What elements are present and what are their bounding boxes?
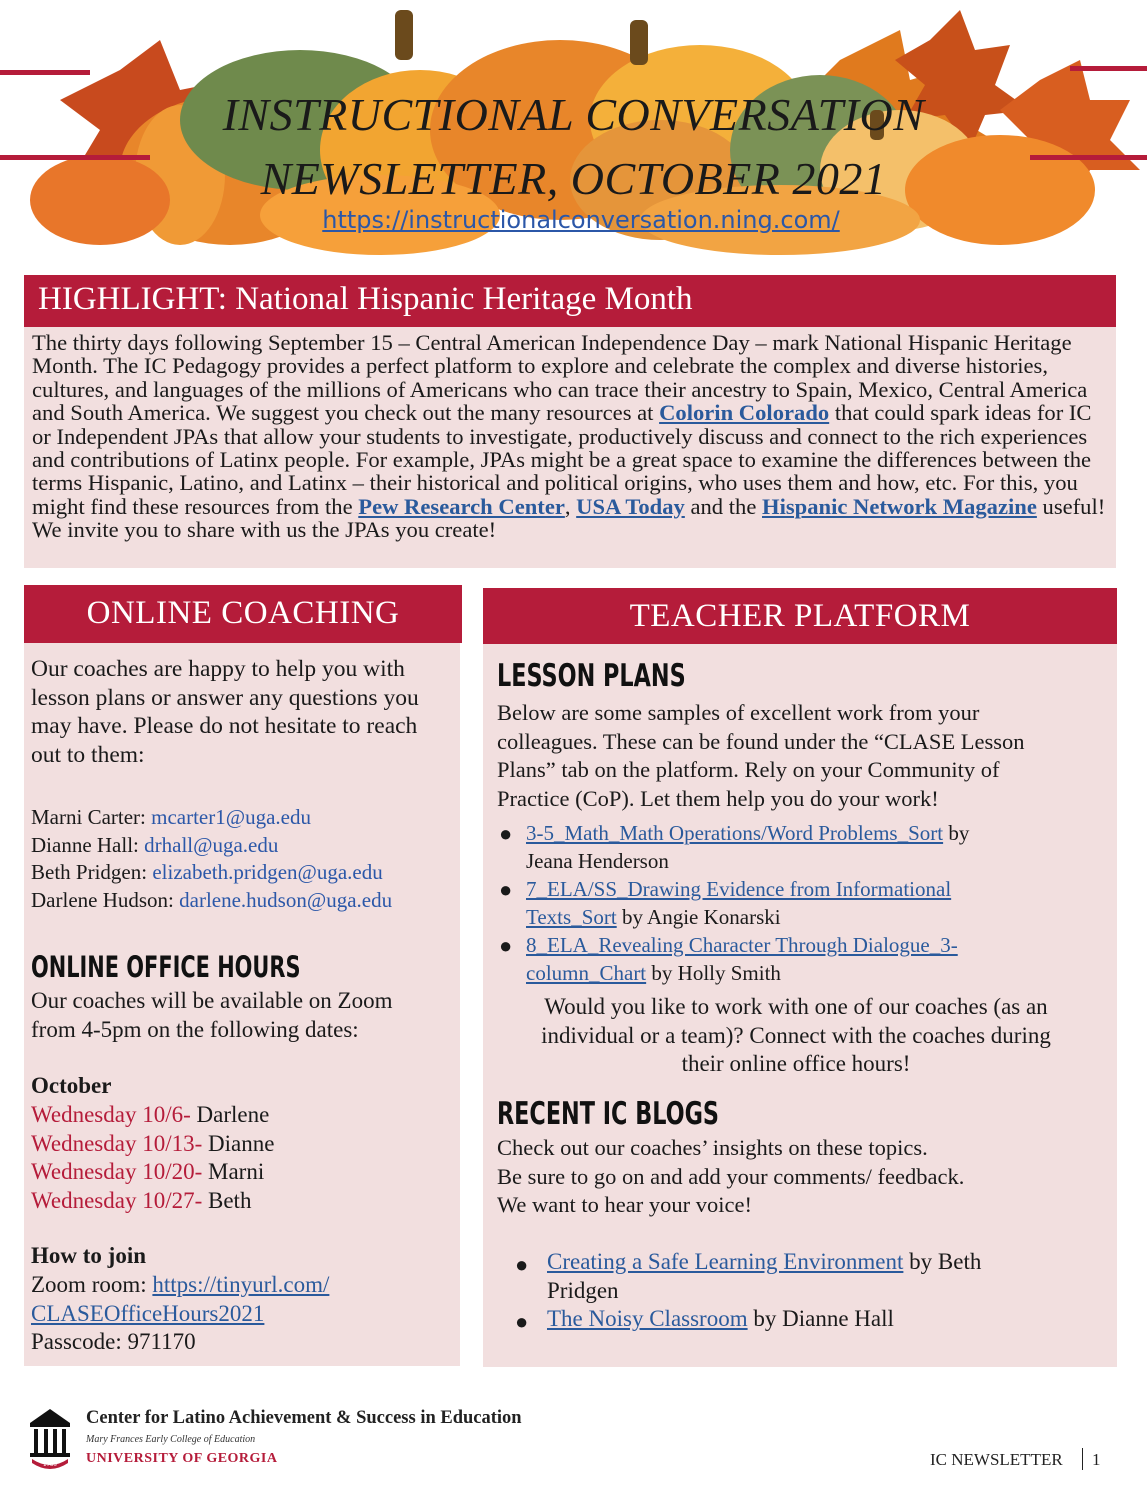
coaching-intro-line: may have. Please do not hesitate to reach: [31, 713, 418, 739]
pew-research-link[interactable]: Pew Research Center: [358, 493, 565, 519]
hispanic-network-link[interactable]: Hispanic Network Magazine: [762, 493, 1037, 519]
coach: Darlene: [190, 1102, 270, 1127]
highlight-text-part2: that could spark ideas for IC or Independent JPAs that allow your students to investigate, productively discuss and connect to the rich experiences and contributions of Latinx people. For example, JPAs might be a great space to examine the differences between the terms Hispanic, Latino, and Latinx – their historical and political origins, who uses them and how, etc. For this, you might find these resources from the: [32, 400, 1092, 519]
highlight-paragraph: [32, 331, 1110, 542]
how-to-join-heading: How to join: [31, 1243, 146, 1268]
footer-university: UNIVERSITY OF GEORGIA: [86, 1451, 278, 1466]
lesson-line: Plans” tab on the platform. Rely on your Community of: [497, 757, 1000, 782]
coach-name: Beth Pridgen:: [31, 860, 153, 884]
lesson-line: colleagues. These can be found under the “CLASE Lesson: [497, 728, 1025, 754]
date-row: [31, 1187, 274, 1216]
blog-link[interactable]: The Noisy Classroom: [547, 1306, 748, 1331]
blog-item: [547, 1305, 894, 1334]
lesson-plan-item: [526, 931, 958, 987]
zoom-info: [31, 1271, 329, 1357]
coach: Dianne: [202, 1130, 275, 1156]
logo-year: 1785: [43, 1462, 57, 1468]
office-hours-line: from 4-5pm on the following dates:: [31, 1016, 359, 1042]
recent-blogs-heading: RECENT IC BLOGS: [497, 1096, 720, 1132]
newsletter-title-line1: INSTRUCTIONAL CONVERSATION: [222, 89, 925, 140]
footer-college: Mary Frances Early College of Education: [86, 1434, 256, 1445]
highlight-text-part3: useful! We invite you to share with us the JPAs you create!: [32, 493, 1106, 543]
zoom-link[interactable]: https://tinyurl.com/: [152, 1272, 330, 1297]
zoom-line: [31, 1300, 329, 1329]
newsletter-title-line2: NEWSLETTER, OCTOBER 2021: [260, 153, 887, 204]
footer-newsletter-label: IC NEWSLETTER: [930, 1450, 1063, 1469]
bullet-icon: ●: [515, 1309, 529, 1334]
highlight-panel: [24, 327, 1116, 568]
cta-line: their online office hours!: [681, 1051, 911, 1076]
office-hours-text: [31, 987, 393, 1044]
bullet-icon: ●: [499, 877, 513, 902]
teacher-platform-panel: [483, 644, 1117, 1367]
colorin-colorado-link[interactable]: Colorin Colorado: [659, 400, 830, 426]
date: Wednesday 10/6-: [31, 1102, 191, 1127]
date-row: [31, 1101, 274, 1130]
highlight-title: HIGHLIGHT: National Hispanic Heritage Month: [38, 281, 693, 317]
site-url-link[interactable]: https://instructionalconversation.ning.com/: [322, 206, 840, 234]
blogs-line: We want to hear your voice!: [497, 1192, 752, 1217]
coach-contact: [31, 832, 392, 860]
coach-email[interactable]: darlene.hudson@uga.edu: [179, 887, 393, 912]
online-coaching-title: ONLINE COACHING: [86, 595, 400, 631]
blog-author: by Beth: [903, 1249, 982, 1274]
lesson-plan-author: by Angie Konarski: [616, 905, 781, 929]
blog-author-cont: Pridgen: [547, 1277, 619, 1303]
coach-email[interactable]: drhall@uga.edu: [144, 832, 279, 857]
lesson-plan-author: Jeana Henderson: [526, 849, 669, 873]
coach-cta: [483, 993, 1109, 1079]
footer-org-name: Center for Latino Achievement & Success in Education: [86, 1408, 522, 1428]
bullet-icon: ●: [515, 1252, 529, 1277]
coach-contact: [31, 887, 392, 915]
lesson-plan-link-cont[interactable]: Texts_Sort: [526, 905, 617, 929]
lesson-plans-heading: LESSON PLANS: [497, 658, 686, 694]
office-hours-heading: ONLINE OFFICE HOURS: [31, 950, 301, 984]
lesson-plan-link-cont[interactable]: column_Chart: [526, 961, 647, 985]
lesson-plan-link[interactable]: 8_ELA_Revealing Character Through Dialogue_3-: [526, 933, 958, 957]
coach-email[interactable]: elizabeth.pridgen@uga.edu: [152, 860, 383, 884]
and-the: and the: [684, 493, 762, 519]
lesson-line: Practice (CoP). Let them help you do your work!: [497, 785, 939, 811]
page-number: 1: [1092, 1450, 1101, 1469]
date: Wednesday 10/13-: [31, 1130, 203, 1156]
lesson-line: Below are some samples of excellent work from your: [497, 700, 980, 725]
blog-link[interactable]: Creating a Safe Learning Environment: [547, 1249, 904, 1274]
office-hours-line: Our coaches will be available on Zoom: [31, 988, 393, 1013]
highlight-text-part1: The thirty days following September 15 – Central American Independence Day – mark National Hispanic Heritage Month. The IC Pedagogy provides a perfect platform to explore and celebrate the complex and diverse histories, cultures, and languages of the millions of Americans who can trace their ancestry to Spain, Mexico, Central America and South America. We suggest you check out the many resources at: [32, 330, 1088, 426]
cta-line: individual or a team)? Connect with the coaches during: [541, 1022, 1051, 1048]
lesson-plan-item: [526, 875, 951, 931]
coach: Beth: [202, 1187, 252, 1213]
recent-blogs-text: [497, 1134, 964, 1220]
date: Wednesday 10/27-: [31, 1187, 203, 1213]
teacher-platform-title: TEACHER PLATFORM: [629, 598, 971, 634]
usa-today-link[interactable]: USA Today: [576, 493, 685, 519]
passcode: Passcode: 971170: [31, 1329, 196, 1354]
blog-item: [547, 1248, 981, 1305]
comma: ,: [564, 493, 577, 519]
header-banner: [0, 0, 1147, 255]
lesson-plan-link[interactable]: 3-5_Math_Math Operations/Word Problems_Sort: [526, 821, 944, 845]
coach-contact-list: [31, 804, 392, 914]
zoom-link-cont[interactable]: CLASEOfficeHours2021: [31, 1300, 265, 1326]
uga-arch-logo-icon: [26, 1405, 74, 1471]
blog-author: by Dianne Hall: [747, 1306, 894, 1331]
lesson-plan-tail: by: [943, 821, 970, 845]
blogs-line: Check out our coaches’ insights on these topics.: [497, 1135, 928, 1160]
month-label: October: [31, 1073, 112, 1098]
date-row: [31, 1158, 274, 1187]
coaching-intro-line: Our coaches are happy to help you with: [31, 656, 405, 682]
coach-email[interactable]: mcarter1@uga.edu: [151, 805, 311, 829]
footer-divider: [1082, 1448, 1083, 1470]
coaching-intro-line: lesson plans or answer any questions you: [31, 684, 419, 711]
coach: Marni: [202, 1159, 265, 1184]
date: Wednesday 10/20-: [31, 1159, 203, 1184]
coach-contact: [31, 859, 392, 887]
bullet-icon: ●: [499, 933, 513, 958]
office-hours-dates: [31, 1101, 274, 1215]
zoom-label: Zoom room:: [31, 1272, 153, 1297]
blogs-line: Be sure to go on and add your comments/ feedback.: [497, 1163, 965, 1189]
coach-name: Darlene Hudson:: [31, 887, 180, 912]
online-coaching-panel: [24, 643, 460, 1366]
date-row: [31, 1130, 274, 1159]
lesson-plans-text: [497, 699, 1025, 813]
lesson-plan-link[interactable]: 7_ELA/SS_Drawing Evidence from Informational: [526, 877, 952, 901]
lesson-plan-author: by Holly Smith: [646, 961, 781, 985]
coach-name: Dianne Hall:: [31, 832, 145, 857]
zoom-line: [31, 1271, 329, 1300]
online-coaching-header: [24, 585, 462, 643]
bullet-icon: ●: [499, 821, 513, 846]
coaching-intro-line: out to them:: [31, 741, 145, 768]
teacher-platform-header: [483, 588, 1117, 644]
coach-contact: [31, 804, 392, 832]
highlight-header: [24, 275, 1116, 327]
coach-name: Marni Carter:: [31, 805, 152, 829]
lesson-plan-item: [526, 819, 969, 875]
cta-line: Would you like to work with one of our coaches (as an: [544, 994, 1048, 1019]
coaching-intro: [31, 655, 419, 769]
